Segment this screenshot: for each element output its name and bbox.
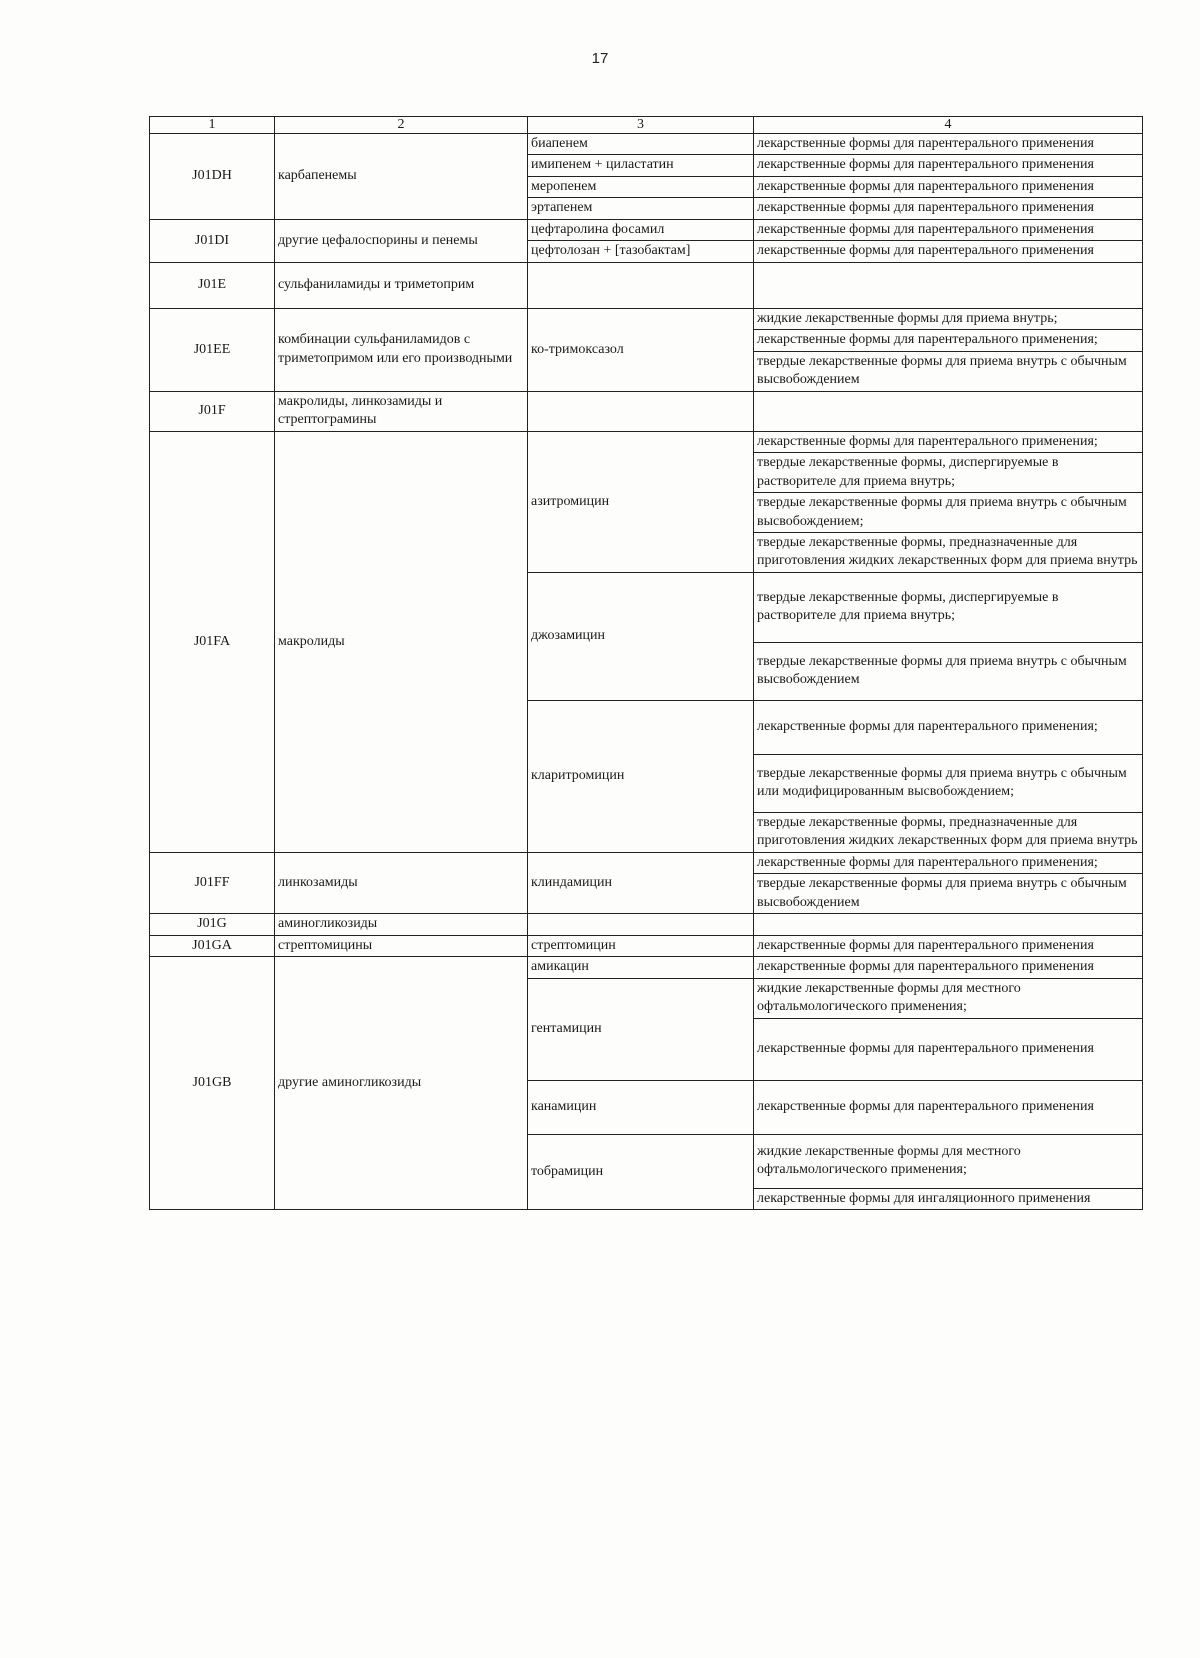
dosage-form: твердые лекарственные формы, предназначенные для приготовления жидких лекарственных форм для приема внутрь <box>754 812 1143 852</box>
dosage-form: лекарственные формы для парентерального применения <box>754 1080 1143 1134</box>
drug-name: цефтолозан + [тазобактам] <box>528 241 754 262</box>
column-header: 1 <box>150 117 275 134</box>
atc-code: J01DI <box>150 219 275 262</box>
table-row <box>150 391 1143 431</box>
dosage-form: твердые лекарственные формы, диспергируемые в растворителе для приема внутрь; <box>754 572 1143 642</box>
dosage-form: жидкие лекарственные формы для местного офтальмологического применения; <box>754 1134 1143 1188</box>
dosage-form: лекарственные формы для парентерального применения <box>754 155 1143 176</box>
atc-group: аминогликозиды <box>275 914 528 935</box>
dosage-form: твердые лекарственные формы, предназначенные для приготовления жидких лекарственных форм для приема внутрь <box>754 532 1143 572</box>
dosage-form <box>754 262 1143 308</box>
drug-name: цефтаролина фосамил <box>528 219 754 240</box>
dosage-form: лекарственные формы для парентерального применения <box>754 198 1143 219</box>
dosage-form <box>754 391 1143 431</box>
drug-name: биапенем <box>528 134 754 155</box>
dosage-form: лекарственные формы для парентерального применения; <box>754 431 1143 452</box>
dosage-form: жидкие лекарственные формы для местного офтальмологического применения; <box>754 978 1143 1018</box>
dosage-form: твердые лекарственные формы, диспергируемые в растворителе для приема внутрь; <box>754 453 1143 493</box>
dosage-form: твердые лекарственные формы для приема внутрь с обычным высвобождением <box>754 874 1143 914</box>
atc-code: J01E <box>150 262 275 308</box>
dosage-form: лекарственные формы для парентерального применения <box>754 957 1143 978</box>
atc-group: другие цефалоспорины и пенемы <box>275 219 528 262</box>
table-row <box>150 308 1143 329</box>
drug-classification-table <box>149 116 1143 1210</box>
drug-name: клиндамицин <box>528 852 754 913</box>
atc-code: J01EE <box>150 308 275 391</box>
column-header: 2 <box>275 117 528 134</box>
table-header-row <box>150 117 1143 134</box>
drug-name: канамицин <box>528 1080 754 1134</box>
drug-name: джозамицин <box>528 572 754 700</box>
drug-name <box>528 262 754 308</box>
atc-group: другие аминогликозиды <box>275 957 528 1210</box>
drug-name: амикацин <box>528 957 754 978</box>
atc-code: J01GB <box>150 957 275 1210</box>
dosage-form: твердые лекарственные формы для приема внутрь с обычным высвобождением <box>754 351 1143 391</box>
column-header: 4 <box>754 117 1143 134</box>
atc-group: макролиды <box>275 431 528 852</box>
table-row <box>150 431 1143 452</box>
dosage-form: лекарственные формы для парентерального применения <box>754 134 1143 155</box>
drug-name: эртапенем <box>528 198 754 219</box>
dosage-form: лекарственные формы для парентерального применения <box>754 935 1143 956</box>
table-row <box>150 935 1143 956</box>
drug-name: ко-тримоксазол <box>528 308 754 391</box>
dosage-form: лекарственные формы для парентерального применения; <box>754 852 1143 873</box>
column-header: 3 <box>528 117 754 134</box>
drug-name: имипенем + циластатин <box>528 155 754 176</box>
table-row <box>150 262 1143 308</box>
dosage-form: твердые лекарственные формы для приема внутрь с обычным или модифицированным высвобождением; <box>754 754 1143 812</box>
atc-group: сульфаниламиды и триметоприм <box>275 262 528 308</box>
dosage-form: жидкие лекарственные формы для приема внутрь; <box>754 308 1143 329</box>
table-row <box>150 852 1143 873</box>
table-row <box>150 134 1143 155</box>
drug-name <box>528 914 754 935</box>
drug-name: кларитромицин <box>528 700 754 852</box>
atc-code: J01GA <box>150 935 275 956</box>
drug-name <box>528 391 754 431</box>
atc-group: линкозамиды <box>275 852 528 913</box>
dosage-form: лекарственные формы для парентерального применения; <box>754 330 1143 351</box>
dosage-form <box>754 914 1143 935</box>
drug-name: тобрамицин <box>528 1134 754 1209</box>
atc-code: J01DH <box>150 134 275 220</box>
atc-group: карбапенемы <box>275 134 528 220</box>
table-row <box>150 219 1143 240</box>
drug-name: азитромицин <box>528 431 754 572</box>
dosage-form: лекарственные формы для парентерального применения <box>754 241 1143 262</box>
atc-code: J01FA <box>150 431 275 852</box>
table-row <box>150 914 1143 935</box>
atc-group: комбинации сульфаниламидов с триметопримом или его производными <box>275 308 528 391</box>
drug-name: меропенем <box>528 176 754 197</box>
dosage-form: твердые лекарственные формы для приема внутрь с обычным высвобождением <box>754 642 1143 700</box>
atc-code: J01G <box>150 914 275 935</box>
drug-name: стрептомицин <box>528 935 754 956</box>
atc-group: стрептомицины <box>275 935 528 956</box>
table-row <box>150 957 1143 978</box>
dosage-form: твердые лекарственные формы для приема внутрь с обычным высвобождением; <box>754 493 1143 533</box>
dosage-form: лекарственные формы для парентерального применения; <box>754 700 1143 754</box>
dosage-form: лекарственные формы для парентерального применения <box>754 1018 1143 1080</box>
page-number: 17 <box>591 50 609 67</box>
dosage-form: лекарственные формы для парентерального применения <box>754 176 1143 197</box>
dosage-form: лекарственные формы для ингаляционного применения <box>754 1188 1143 1209</box>
atc-group: макролиды, линкозамиды и стрептограмины <box>275 391 528 431</box>
atc-code: J01F <box>150 391 275 431</box>
dosage-form: лекарственные формы для парентерального применения <box>754 219 1143 240</box>
drug-name: гентамицин <box>528 978 754 1080</box>
atc-code: J01FF <box>150 852 275 913</box>
